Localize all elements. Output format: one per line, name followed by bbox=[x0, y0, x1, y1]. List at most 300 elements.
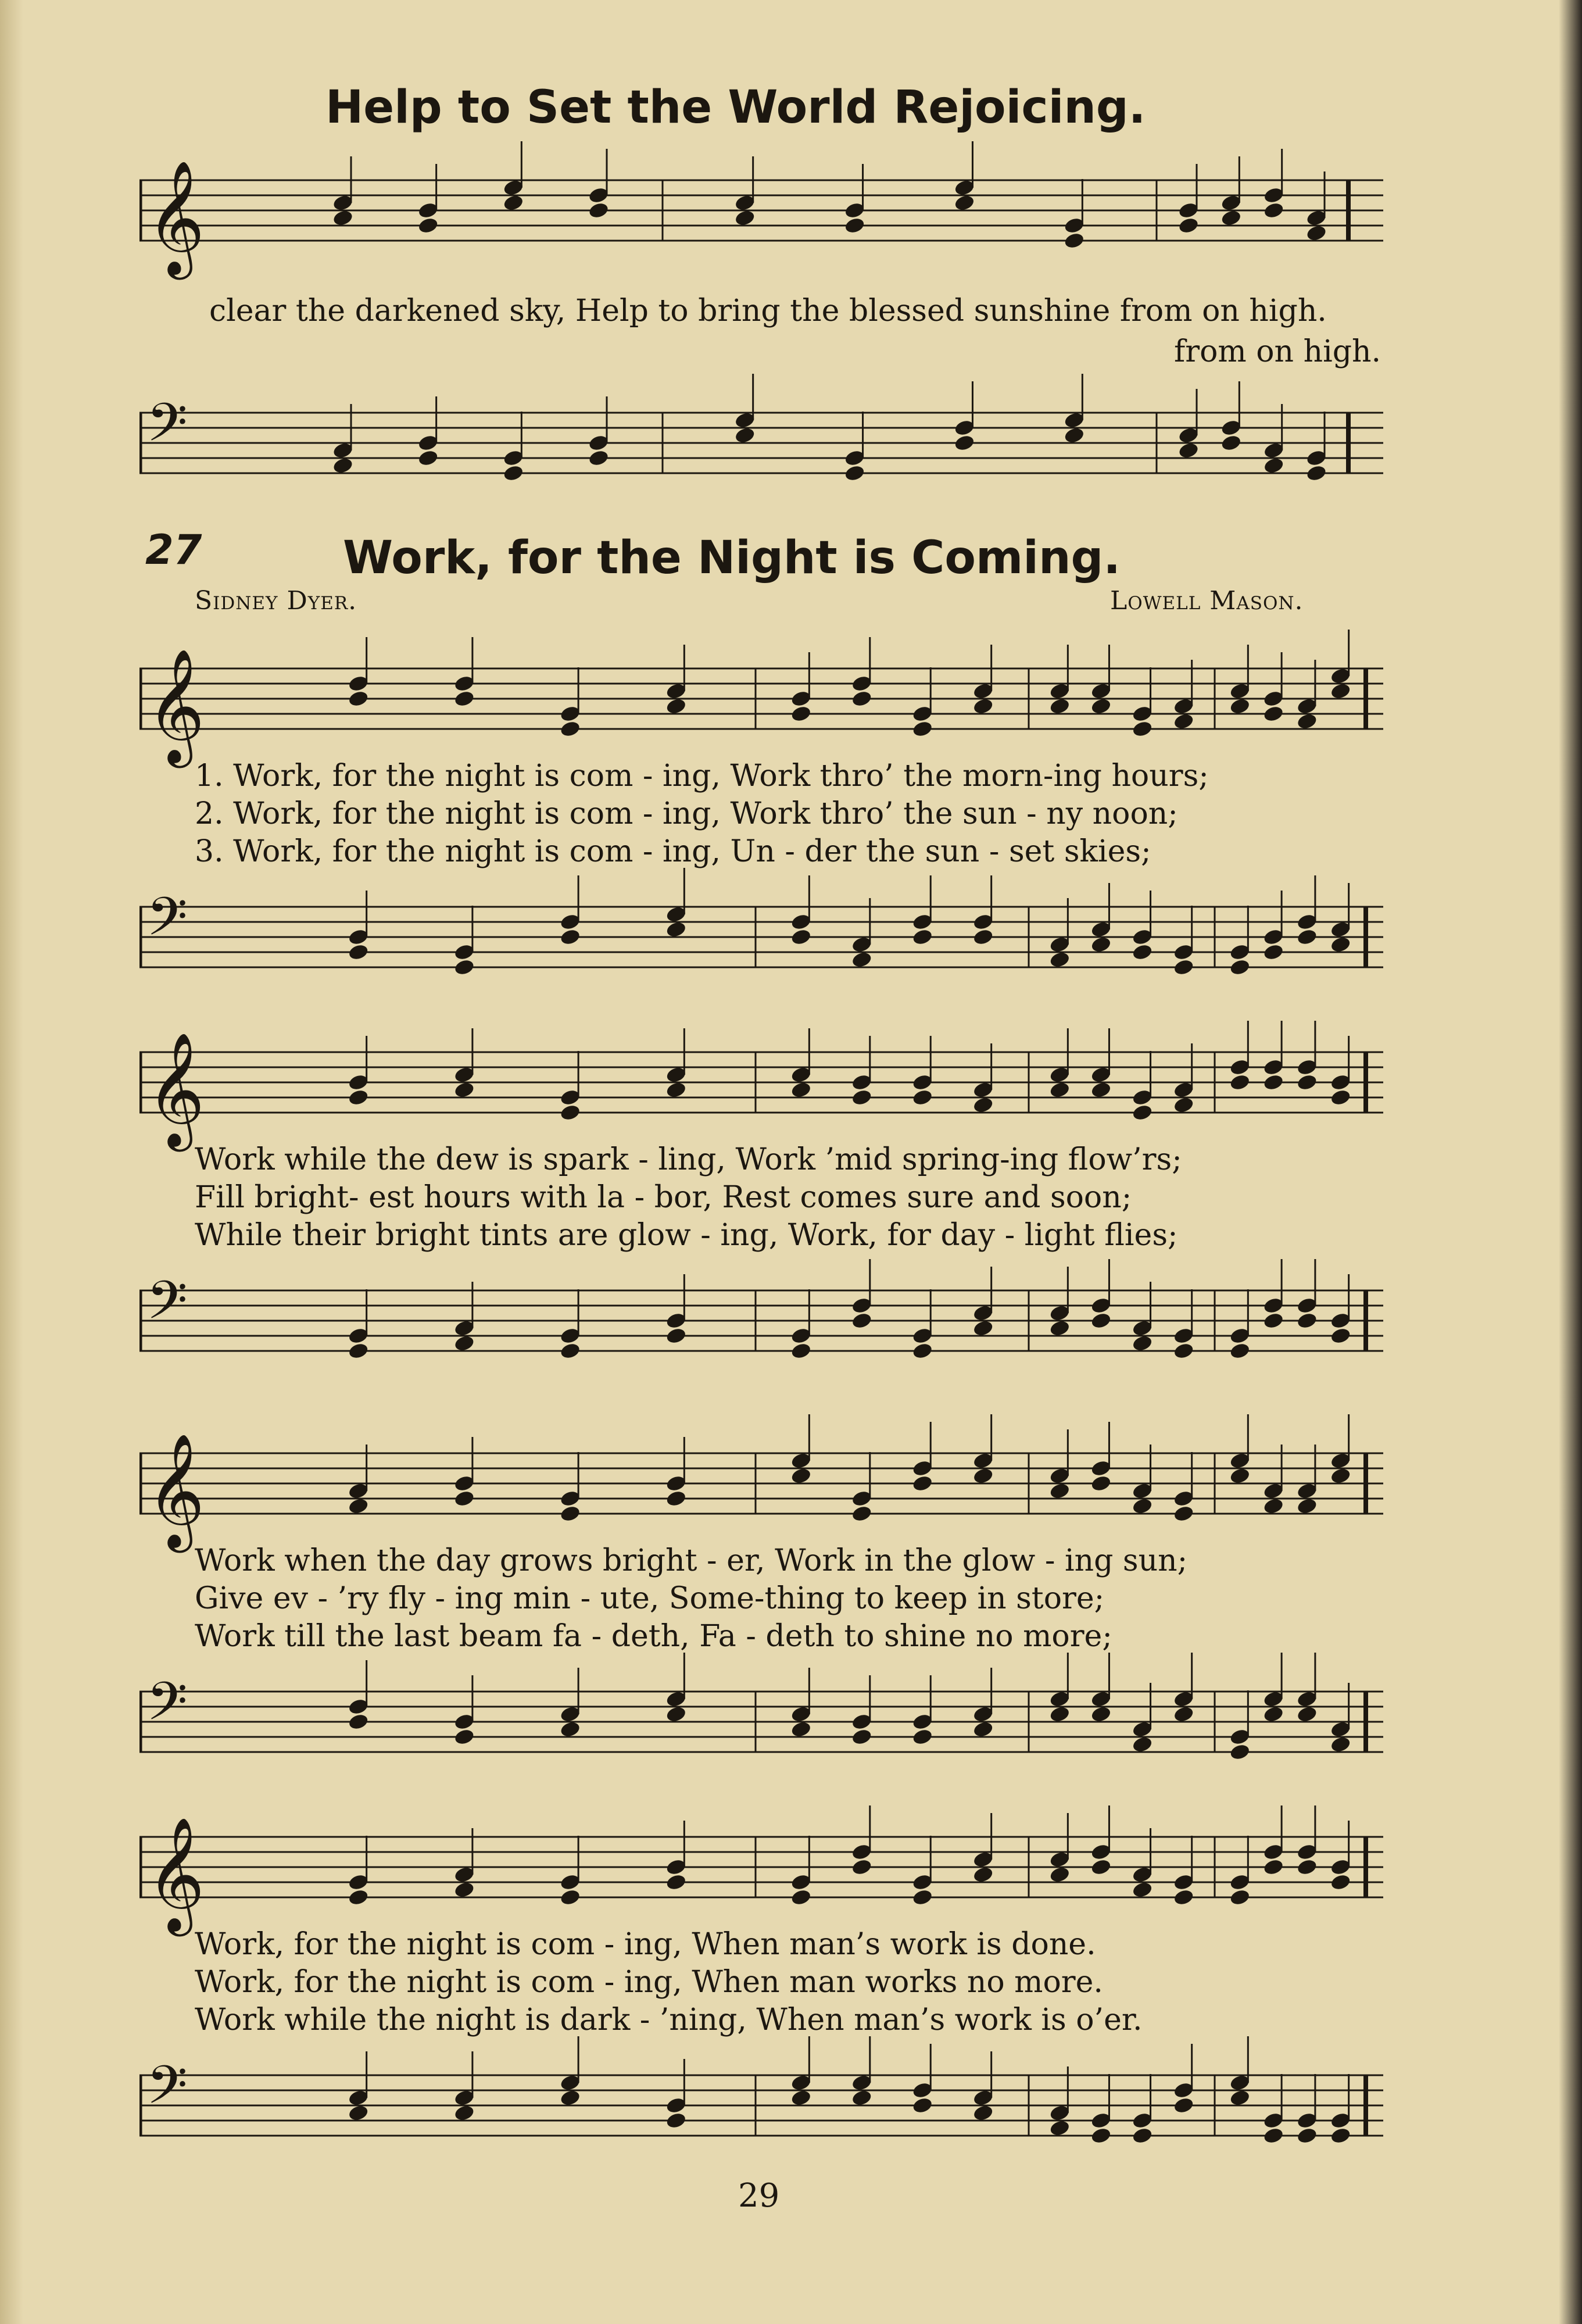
bass-staff bbox=[139, 1250, 1383, 1401]
note-head bbox=[1229, 1888, 1251, 1907]
note-head bbox=[1173, 1342, 1195, 1360]
bass-clef-icon: 𝄢 bbox=[146, 2054, 188, 2129]
lyric-syllable: tints bbox=[479, 1218, 549, 1253]
note-head bbox=[453, 1081, 475, 1099]
note-head bbox=[1262, 943, 1284, 961]
note-head bbox=[1090, 1705, 1112, 1724]
verse-line-3 bbox=[195, 1619, 1112, 1654]
treble-staff-prev bbox=[139, 140, 1383, 291]
note-head bbox=[1090, 935, 1112, 954]
note-head bbox=[911, 720, 933, 738]
lyric-syllable: o’er. bbox=[1076, 2003, 1143, 2037]
lyric-syllable: while bbox=[284, 1142, 367, 1177]
note-head bbox=[1262, 2126, 1284, 2145]
lyric-syllable: in bbox=[977, 1581, 1007, 1616]
lyric-syllable: - bbox=[989, 834, 1000, 869]
note-head bbox=[1330, 1873, 1352, 1892]
lyric-syllable: with bbox=[520, 1180, 588, 1215]
lyric-syllable: - bbox=[591, 1619, 602, 1654]
note-head bbox=[665, 920, 688, 939]
lyric-syllable: flow’rs; bbox=[1068, 1142, 1182, 1177]
lyric-syllable: light bbox=[1024, 1218, 1095, 1253]
note-head bbox=[1132, 1334, 1154, 1353]
note-head bbox=[1330, 2126, 1352, 2145]
lyric-syllable: ute, bbox=[600, 1581, 660, 1616]
lyric-syllable: more; bbox=[1023, 1619, 1112, 1654]
lyric-syllable: thro’ bbox=[819, 759, 894, 793]
note-head bbox=[1049, 2119, 1071, 2137]
note-head bbox=[1132, 1880, 1154, 1899]
note-head bbox=[453, 689, 475, 708]
lyric-syllable: Some-thing bbox=[668, 1581, 845, 1616]
note-head bbox=[348, 1888, 370, 1907]
note-head bbox=[1262, 1497, 1284, 1515]
lyric-syllable: sun bbox=[962, 796, 1017, 831]
treble-staff bbox=[139, 1796, 1383, 1947]
note-head bbox=[453, 2104, 475, 2122]
note-head bbox=[1296, 1311, 1318, 1330]
verse-line-3 bbox=[195, 1218, 1178, 1253]
lyric-syllable: till bbox=[284, 1619, 325, 1654]
note-head bbox=[911, 1342, 933, 1360]
prev-hymn-echo: from on high. bbox=[1174, 334, 1381, 369]
lyric-syllable: - bbox=[634, 1180, 645, 1215]
note-head bbox=[1305, 464, 1327, 482]
lyric-syllable: for bbox=[332, 834, 377, 869]
lyric-syllable: in bbox=[864, 1543, 894, 1578]
note-head bbox=[1049, 1865, 1071, 1884]
note-head bbox=[734, 426, 756, 445]
note-head bbox=[911, 928, 933, 946]
note-head bbox=[1090, 2126, 1112, 2145]
lyric-syllable: is bbox=[534, 796, 560, 831]
lyric-syllable: fly bbox=[388, 1581, 426, 1616]
lyric-syllable: work bbox=[890, 1927, 967, 1962]
lyric-syllable: bright bbox=[603, 1543, 697, 1578]
lyric-syllable: ev bbox=[273, 1581, 309, 1616]
note-head bbox=[790, 928, 813, 946]
verse-line-3 bbox=[195, 834, 1151, 869]
note-head bbox=[1132, 2126, 1154, 2145]
note-head bbox=[453, 1334, 475, 1353]
note-head bbox=[1173, 958, 1195, 977]
note-head bbox=[1173, 1504, 1195, 1523]
lyric-syllable: ing bbox=[454, 1581, 504, 1616]
lyric-syllable: day bbox=[940, 1218, 996, 1253]
lyric-syllable: to bbox=[844, 1619, 875, 1654]
note-head bbox=[503, 194, 525, 212]
note-head bbox=[559, 1504, 581, 1523]
lyric-syllable: is bbox=[525, 2003, 551, 2037]
note-head bbox=[1296, 2126, 1318, 2145]
note-head bbox=[1049, 1081, 1071, 1099]
note-head bbox=[348, 1712, 370, 1731]
lyric-syllable: ing, bbox=[624, 1927, 682, 1962]
treble-clef-icon: 𝄞 bbox=[146, 1433, 205, 1548]
hymn-number: 27 bbox=[145, 526, 202, 574]
note-head bbox=[1296, 928, 1318, 946]
lyric-syllable: Fill bbox=[195, 1180, 245, 1215]
lyric-syllable: for bbox=[332, 796, 377, 831]
lyric-syllable: - bbox=[642, 796, 653, 831]
lyric-syllable: night bbox=[445, 834, 525, 869]
lyric-syllable: Un bbox=[730, 834, 775, 869]
note-head bbox=[972, 1096, 994, 1114]
lyric-syllable: er, bbox=[726, 1543, 765, 1578]
lyric-syllable: sun; bbox=[1122, 1543, 1188, 1578]
lyric-syllable: the bbox=[376, 2003, 426, 2037]
note-head bbox=[972, 697, 994, 716]
note-head bbox=[851, 689, 873, 708]
note-head bbox=[851, 2089, 873, 2107]
note-head bbox=[1177, 441, 1200, 460]
lyric-syllable: noon; bbox=[1092, 796, 1178, 831]
note-head bbox=[911, 1888, 933, 1907]
page-gutter bbox=[0, 0, 23, 2324]
note-head bbox=[1090, 1858, 1112, 1876]
note-head bbox=[332, 456, 354, 475]
lyric-syllable: night bbox=[406, 1965, 487, 2000]
lyric-syllable: the bbox=[903, 1543, 953, 1578]
note-head bbox=[665, 1873, 688, 1892]
lyric-syllable: night bbox=[445, 759, 525, 793]
note-head bbox=[1173, 712, 1195, 731]
note-head bbox=[417, 216, 439, 235]
treble-staff bbox=[139, 1011, 1383, 1163]
lyric-syllable: man bbox=[789, 1965, 856, 2000]
note-head bbox=[665, 1081, 688, 1099]
note-head bbox=[1229, 697, 1251, 716]
lyric-syllable: is bbox=[976, 1927, 1002, 1962]
lyric-syllable: Work bbox=[735, 1142, 816, 1177]
lyric-syllable: bright bbox=[375, 1218, 470, 1253]
lyric-syllable: ing, bbox=[663, 834, 721, 869]
note-head bbox=[1229, 958, 1251, 977]
note-head bbox=[1263, 456, 1285, 475]
bass-clef-icon: 𝄢 bbox=[146, 886, 188, 960]
note-head bbox=[332, 209, 354, 227]
note-head bbox=[1132, 1735, 1154, 1754]
verse-line-2 bbox=[195, 1965, 1103, 2000]
lyric-syllable: ’mid bbox=[825, 1142, 893, 1177]
lyric-syllable: - bbox=[1004, 1218, 1015, 1253]
lyric-syllable: while bbox=[284, 2003, 367, 2037]
hymn-author: Sidney Dyer. bbox=[195, 586, 357, 616]
lyric-syllable: Work, bbox=[195, 1965, 285, 2000]
note-head bbox=[1229, 1467, 1251, 1485]
note-head bbox=[1262, 1073, 1284, 1092]
note-head bbox=[1132, 1103, 1154, 1122]
lyric-syllable: - bbox=[638, 1142, 649, 1177]
lyric-syllable: - bbox=[1026, 796, 1037, 831]
lyric-syllable: the bbox=[335, 1619, 385, 1654]
lyric-syllable: 2. Work, bbox=[195, 796, 323, 831]
lyric-syllable: the bbox=[903, 796, 953, 831]
lyric-syllable: Work bbox=[730, 759, 811, 793]
lyric-syllable: Work bbox=[775, 1543, 855, 1578]
note-head bbox=[1049, 1705, 1071, 1724]
note-head bbox=[790, 1888, 813, 1907]
lyric-syllable: min bbox=[513, 1581, 571, 1616]
verse-line-1 bbox=[195, 1543, 1187, 1578]
note-head bbox=[972, 2104, 994, 2122]
lyric-syllable: Work bbox=[730, 796, 811, 831]
lyric-syllable: ing, bbox=[720, 1218, 779, 1253]
note-head bbox=[972, 1467, 994, 1485]
lyric-syllable: is bbox=[508, 1142, 534, 1177]
lyric-syllable: ing, bbox=[663, 759, 721, 793]
bass-clef-icon: 𝄢 bbox=[146, 1270, 188, 1344]
lyric-syllable: glow bbox=[618, 1218, 691, 1253]
note-head bbox=[559, 1103, 581, 1122]
note-head bbox=[1330, 1467, 1352, 1485]
note-head bbox=[972, 1865, 994, 1884]
note-head bbox=[559, 2089, 581, 2107]
lyric-syllable: sure bbox=[907, 1180, 975, 1215]
note-head bbox=[1305, 224, 1327, 242]
note-head bbox=[1090, 1474, 1112, 1493]
note-head bbox=[851, 1088, 873, 1107]
bass-clef-icon: 𝄢 bbox=[146, 1671, 188, 1745]
note-head bbox=[972, 1319, 994, 1338]
lyric-syllable: for bbox=[294, 1965, 338, 2000]
lyric-syllable: bor, bbox=[654, 1180, 713, 1215]
treble-staff bbox=[139, 628, 1383, 779]
lyric-syllable: ny bbox=[1046, 796, 1083, 831]
note-head bbox=[1090, 1081, 1112, 1099]
lyric-syllable: night bbox=[435, 2003, 516, 2037]
lyric-syllable: ing bbox=[1064, 1543, 1114, 1578]
note-head bbox=[972, 1720, 994, 1739]
note-head bbox=[1330, 682, 1352, 700]
lyric-syllable: der bbox=[804, 834, 857, 869]
note-head bbox=[559, 1888, 581, 1907]
lyric-syllable: is bbox=[534, 759, 560, 793]
note-head bbox=[665, 2111, 688, 2130]
note-head bbox=[972, 928, 994, 946]
lyric-syllable: Work bbox=[195, 2003, 275, 2037]
note-head bbox=[790, 705, 813, 723]
lyric-syllable: Work bbox=[195, 1543, 275, 1578]
verse-line-1 bbox=[195, 1142, 1182, 1177]
treble-clef-icon: 𝄞 bbox=[146, 1817, 205, 1932]
lyric-syllable: - bbox=[642, 834, 653, 869]
lyric-syllable: spark bbox=[543, 1142, 629, 1177]
lyric-syllable: the bbox=[385, 834, 435, 869]
note-head bbox=[665, 1705, 688, 1724]
prev-hymn-lyric-line: clear the darkened sky, Help to bring the blessed sunshine from on high. bbox=[209, 294, 1327, 328]
note-head bbox=[1090, 697, 1112, 716]
lyric-syllable: the bbox=[347, 1927, 397, 1962]
note-head bbox=[503, 464, 525, 482]
note-head bbox=[1296, 1858, 1318, 1876]
lyric-syllable: the bbox=[865, 834, 916, 869]
note-head bbox=[348, 689, 370, 708]
note-head bbox=[1296, 1497, 1318, 1515]
bass-staff bbox=[139, 2035, 1383, 2186]
note-head bbox=[790, 1720, 813, 1739]
note-head bbox=[851, 950, 873, 969]
note-head bbox=[1064, 231, 1086, 250]
note-head bbox=[1173, 1705, 1195, 1724]
note-head bbox=[911, 1474, 933, 1493]
lyric-syllable: and bbox=[983, 1180, 1041, 1215]
lyric-syllable: day bbox=[435, 1543, 491, 1578]
note-head bbox=[851, 1858, 873, 1876]
note-head bbox=[348, 2104, 370, 2122]
note-head bbox=[1064, 426, 1086, 445]
lyric-syllable: - bbox=[317, 1581, 328, 1616]
note-head bbox=[790, 2089, 813, 2107]
lyric-syllable: Work bbox=[195, 1619, 275, 1654]
lyric-syllable: is bbox=[496, 1965, 521, 2000]
note-head bbox=[851, 1728, 873, 1746]
note-head bbox=[1296, 1073, 1318, 1092]
note-head bbox=[911, 1728, 933, 1746]
note-head bbox=[1173, 1096, 1195, 1114]
lyric-syllable: soon; bbox=[1050, 1180, 1132, 1215]
note-head bbox=[1049, 1482, 1071, 1500]
note-head bbox=[1229, 1743, 1251, 1761]
lyric-syllable: night bbox=[406, 1927, 487, 1962]
lyric-syllable: for bbox=[294, 1927, 338, 1962]
lyric-syllable: - bbox=[604, 1965, 615, 2000]
note-head bbox=[665, 697, 688, 716]
note-head bbox=[1262, 705, 1284, 723]
note-head bbox=[559, 720, 581, 738]
note-head bbox=[1132, 1497, 1154, 1515]
lyric-syllable: the bbox=[347, 1965, 397, 2000]
lyric-syllable: for bbox=[332, 759, 377, 793]
note-head bbox=[954, 194, 976, 212]
note-head bbox=[1296, 1705, 1318, 1724]
note-head bbox=[790, 1081, 813, 1099]
lyric-syllable: Work, bbox=[195, 1927, 285, 1962]
verse-line-1 bbox=[195, 759, 1209, 793]
lyric-syllable: - bbox=[700, 1218, 711, 1253]
lyric-syllable: ’ry bbox=[337, 1581, 379, 1616]
note-head bbox=[1262, 1311, 1284, 1330]
note-head bbox=[1262, 1705, 1284, 1724]
lyric-syllable: last bbox=[394, 1619, 450, 1654]
lyric-syllable: hours bbox=[423, 1180, 511, 1215]
lyric-syllable: - bbox=[707, 1543, 717, 1578]
note-head bbox=[790, 1342, 813, 1360]
lyric-syllable: night bbox=[445, 796, 525, 831]
note-head bbox=[1049, 1319, 1071, 1338]
note-head bbox=[1173, 1888, 1195, 1907]
treble-clef-icon: 𝄞 bbox=[146, 648, 205, 763]
lyric-syllable: thro’ bbox=[819, 796, 894, 831]
lyric-syllable: - bbox=[785, 834, 795, 869]
lyric-syllable: man’s bbox=[854, 2003, 946, 2037]
lyric-syllable: la bbox=[597, 1180, 625, 1215]
note-head bbox=[1229, 1073, 1251, 1092]
lyric-syllable: com bbox=[531, 1965, 595, 2000]
lyric-syllable: sun bbox=[925, 834, 980, 869]
lyric-syllable: when bbox=[284, 1543, 367, 1578]
note-head bbox=[1220, 434, 1243, 452]
note-head bbox=[1229, 1342, 1251, 1360]
lyric-syllable: comes bbox=[800, 1180, 897, 1215]
note-head bbox=[1177, 216, 1200, 235]
lyric-syllable: 3. Work, bbox=[195, 834, 323, 869]
lyric-syllable: works bbox=[865, 1965, 958, 2000]
note-head bbox=[1049, 950, 1071, 969]
lyric-syllable: more. bbox=[1014, 1965, 1103, 2000]
lyric-syllable: Rest bbox=[722, 1180, 791, 1215]
lyric-syllable: the bbox=[385, 796, 435, 831]
lyric-syllable: grows bbox=[499, 1543, 593, 1578]
lyric-syllable: - bbox=[642, 759, 653, 793]
note-head bbox=[1262, 1858, 1284, 1876]
note-head bbox=[911, 1088, 933, 1107]
lyric-syllable: deth, bbox=[611, 1619, 690, 1654]
note-head bbox=[559, 1720, 581, 1739]
note-head bbox=[665, 1327, 688, 1345]
note-head bbox=[911, 2096, 933, 2115]
lyric-syllable: are bbox=[557, 1218, 609, 1253]
treble-clef-icon: 𝄞 bbox=[146, 1032, 205, 1147]
lyric-syllable: flies; bbox=[1104, 1218, 1178, 1253]
lyric-syllable: work bbox=[954, 2003, 1032, 2037]
lyric-syllable: ’ning, bbox=[659, 2003, 747, 2037]
note-head bbox=[453, 1880, 475, 1899]
note-head bbox=[348, 1088, 370, 1107]
lyric-syllable: ing, bbox=[663, 796, 721, 831]
note-head bbox=[417, 449, 439, 467]
lyric-syllable: - bbox=[435, 1581, 446, 1616]
lyric-syllable: the bbox=[376, 1142, 426, 1177]
note-head bbox=[665, 1489, 688, 1508]
note-head bbox=[844, 216, 866, 235]
lyric-syllable: - bbox=[580, 1581, 591, 1616]
lyric-syllable: deth bbox=[765, 1619, 835, 1654]
lyric-syllable: keep bbox=[894, 1581, 968, 1616]
hymn-composer: Lowell Mason. bbox=[1110, 586, 1304, 616]
lyric-syllable: Work bbox=[195, 1142, 275, 1177]
lyric-syllable: When bbox=[692, 1927, 780, 1962]
note-head bbox=[1090, 1311, 1112, 1330]
note-head bbox=[559, 1342, 581, 1360]
treble-clef-icon: 𝄞 bbox=[146, 160, 205, 275]
lyric-syllable: dew bbox=[435, 1142, 499, 1177]
lyric-syllable: spring-ing bbox=[901, 1142, 1059, 1177]
note-head bbox=[1132, 943, 1154, 961]
verse-line-2 bbox=[195, 1581, 1104, 1616]
lyric-syllable: com bbox=[569, 759, 633, 793]
verse-line-1 bbox=[195, 1927, 1096, 1962]
bass-staff-prev bbox=[139, 372, 1383, 523]
prev-hymn-title: Help to Set the World Rejoicing. bbox=[325, 81, 1146, 134]
lyric-syllable: dark bbox=[560, 2003, 631, 2037]
note-head bbox=[588, 201, 610, 220]
note-head bbox=[1229, 2089, 1251, 2107]
lyric-syllable: com bbox=[569, 796, 633, 831]
bass-staff bbox=[139, 866, 1383, 1017]
page-edge bbox=[1559, 0, 1582, 2324]
lyric-syllable: no bbox=[967, 1965, 1005, 2000]
note-head bbox=[348, 943, 370, 961]
lyric-syllable: - bbox=[639, 2003, 650, 2037]
lyric-syllable: fa bbox=[552, 1619, 582, 1654]
lyric-syllable: When bbox=[756, 2003, 844, 2037]
lyric-syllable: the bbox=[385, 759, 435, 793]
note-head bbox=[851, 1311, 873, 1330]
note-head bbox=[1330, 935, 1352, 954]
lyric-syllable: store; bbox=[1016, 1581, 1105, 1616]
lyric-syllable: bright- bbox=[254, 1180, 359, 1215]
